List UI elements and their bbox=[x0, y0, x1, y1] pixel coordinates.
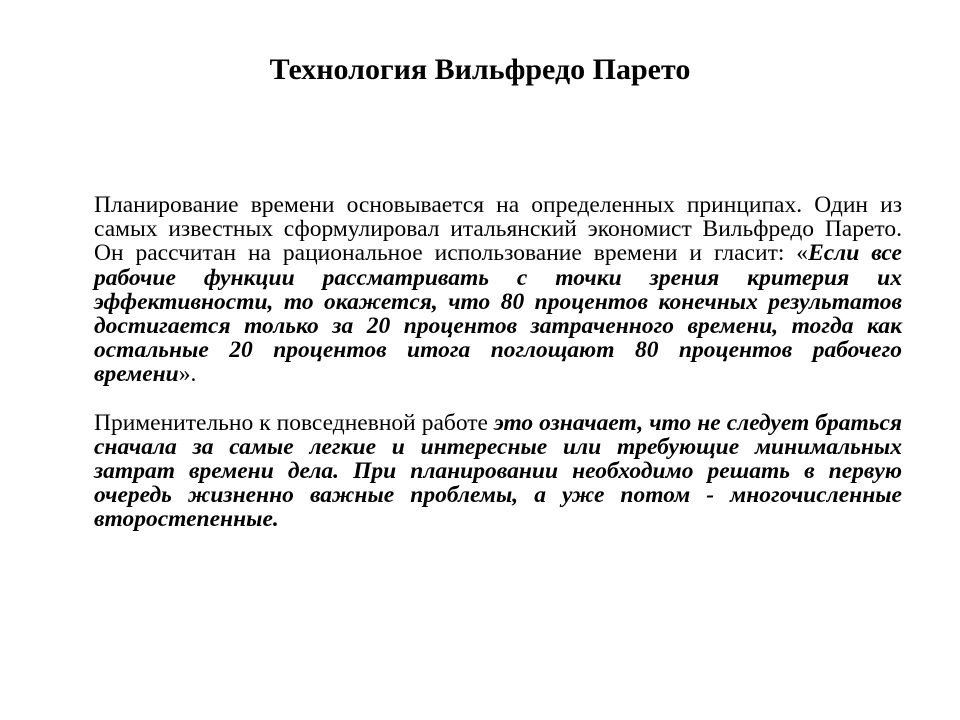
paragraph-1-intro: Планирование времени основывается на определенных принципах. Один из самых известных сформулировал итальянский экономист Вильфредо Парето. Он рассчитан на рациональное использование времени и гласит: « bbox=[94, 192, 902, 267]
paragraph-2-emphasis: это означает, что не следует браться сначала за самые легкие и интересные или требующие минимальных затрат времени дела. При планировании необходимо решать в первую очередь жизненно важные проблемы, а уже потом - многочисленные второстепенные. bbox=[94, 409, 903, 533]
paragraph-1-closing: ». bbox=[178, 361, 197, 388]
slide-body bbox=[94, 193, 902, 532]
pareto-quote: Если все рабочие функции рассматривать с точки зрения критерия их эффективности, то окажется, что 80 процентов конечных результатов достигается только за 20 процентов затраченного времени, тогда как остальные 20 процентов итога поглощают 80 процентов рабочего времени bbox=[94, 240, 902, 388]
slide-title: Технология Вильфредо Парето bbox=[269, 53, 691, 86]
paragraph-2-intro: Применительно к повседневной работе bbox=[94, 409, 494, 436]
paragraph-pareto-principle bbox=[94, 193, 902, 387]
paragraph-application bbox=[94, 411, 902, 532]
